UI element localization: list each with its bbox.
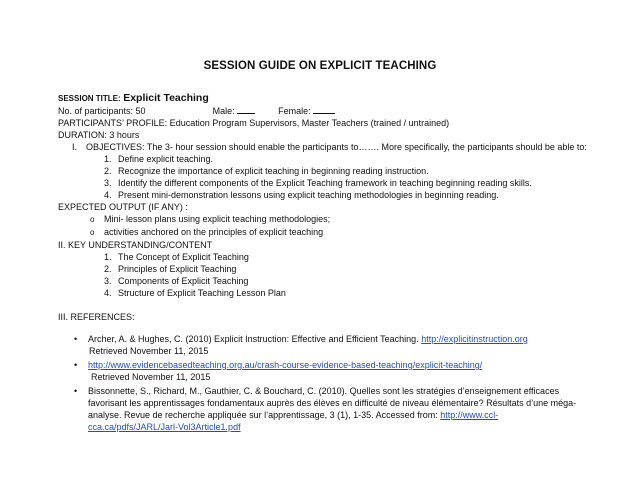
objective-item — [58, 153, 618, 165]
expected-output-label: EXPECTED OUTPUT (IF ANY) : — [58, 202, 188, 212]
reference-link[interactable]: http://www.ccl-cca.ca/pdfs/JARL/Jarl-Vol3Article1.pdf — [88, 410, 499, 432]
objectives-numeral: I. — [72, 142, 78, 152]
bullet-icon: • — [74, 360, 78, 370]
references-list — [58, 333, 618, 433]
reference-text: Archer, A. & Hughes, C. (2010) Explicit Instruction: Effective and Efficient Teaching. — [88, 334, 419, 344]
reference-item — [58, 333, 618, 357]
reference-link[interactable]: http://explicitinstruction.org — [421, 334, 528, 344]
objectives-text: OBJECTIVES: The 3- hour session should enable the participants to……. More specifically, the participants should be able to: — [86, 142, 587, 152]
key-understanding-text: Components of Explicit Teaching — [118, 276, 249, 286]
objective-number: 3. — [104, 178, 112, 188]
objective-text: Identify the different components of the Explicit Teaching framework in teaching beginning reading skills. — [118, 178, 532, 188]
key-understanding-number: 1. — [104, 252, 112, 262]
session-title-value: Explicit Teaching — [123, 92, 209, 104]
expected-output-text: Mini- lesson plans using explicit teaching methodologies; — [104, 214, 331, 224]
objective-number: 2. — [104, 166, 112, 176]
key-understanding-number: 4. — [104, 288, 112, 298]
reference-item — [58, 385, 618, 433]
objectives-heading — [58, 141, 618, 153]
session-title-label: SESSION TITLE: — [58, 94, 121, 103]
key-understanding-item — [58, 263, 618, 275]
expected-output-text: activities anchored on the principles of explicit teaching — [104, 227, 324, 237]
objective-item — [58, 165, 618, 177]
key-understanding-number: 3. — [104, 276, 112, 286]
profile-line: PARTICIPANTS’ PROFILE: Education Program Supervisors, Master Teachers (trained / untrained) — [58, 118, 450, 128]
key-understanding-text: The Concept of Explicit Teaching — [118, 252, 249, 262]
objective-number: 4. — [104, 190, 112, 200]
key-understanding-label: II. KEY UNDERSTANDING/CONTENT — [58, 240, 213, 250]
expected-output-item — [58, 213, 618, 226]
key-understanding-text: Structure of Explicit Teaching Lesson Plan — [118, 288, 286, 298]
reference-link[interactable]: http://www.evidencebasedteaching.org.au/crash-course-evidence-based-teaching/explicit-teaching/ — [88, 360, 483, 370]
reference-retrieved: Retrieved November 11, 2015 — [91, 372, 211, 382]
objective-item — [58, 177, 618, 189]
objective-text: Define explicit teaching. — [118, 154, 214, 164]
male-blank — [237, 105, 255, 114]
expected-output-item — [58, 226, 618, 239]
objective-text: Present mini-demonstration lessons using explicit teaching methodologies in beginning reading. — [118, 190, 499, 200]
objective-item — [58, 189, 618, 201]
circle-bullet-icon: o — [90, 215, 95, 224]
document-body — [58, 92, 618, 433]
reference-item — [58, 359, 618, 383]
objective-number: 1. — [104, 154, 112, 164]
circle-bullet-icon: o — [90, 228, 95, 237]
duration-line: DURATION: 3 hours — [58, 130, 140, 140]
session-title-line — [58, 92, 618, 105]
reference-text: Bissonnette, S., Richard, M., Gauthier, C. & Bouchard, C. (2010). Quelles sont les stratégies d’enseignement efficaces favorisant les apprentissages fondamentaux auprès des élèves en difficulté de niveau élémentaire? Résultats d’une méga-analyse. Revue de recherche appliquée sur l’apprentissage, 3 (1), 1-35. Accessed from: — [88, 386, 577, 420]
key-understanding-text: Principles of Explicit Teaching — [118, 264, 237, 274]
references-label: III. REFERENCES: — [58, 312, 135, 322]
key-understanding-item — [58, 275, 618, 287]
key-understanding-number: 2. — [104, 264, 112, 274]
key-understanding-item — [58, 251, 618, 263]
document-title: SESSION GUIDE ON EXPLICIT TEACHING — [203, 60, 437, 72]
female-blank — [313, 105, 335, 114]
bullet-icon: • — [74, 334, 78, 344]
bullet-icon: • — [74, 386, 78, 396]
participants-line — [58, 105, 618, 117]
key-understanding-item — [58, 287, 618, 299]
reference-retrieved: Retrieved November 11, 2015 — [89, 346, 209, 356]
female-label: Female: — [278, 106, 311, 116]
objective-text: Recognize the importance of explicit teaching in beginning reading instruction. — [118, 166, 429, 176]
participants-count: No. of participants: 50 — [58, 106, 146, 116]
male-label: Male: — [212, 106, 235, 116]
